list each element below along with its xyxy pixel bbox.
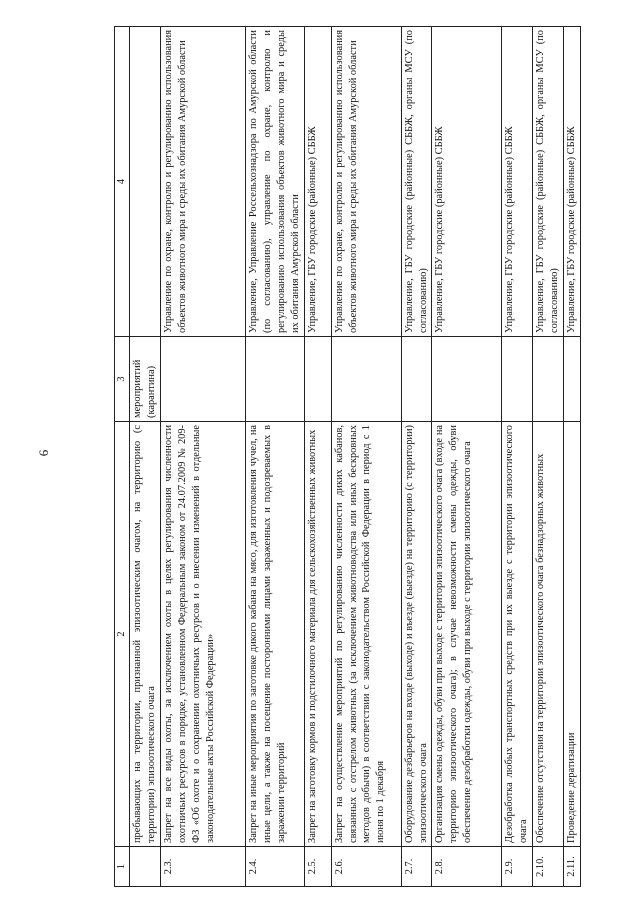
page-number: 6 <box>36 449 51 457</box>
table-row <box>304 27 331 887</box>
row-action: Запрет на иные мероприятия по заготовке дикого кабана на мясо, для изготовления чучел, на иные цели, а также на посещение посторонними лицами зараженных и подозреваемых в заражении территорий <box>245 422 304 847</box>
measures-table <box>114 26 581 887</box>
header-cell-2: 2 <box>115 422 130 847</box>
row-responsible: Управление, ГБУ городские (районные) СББЖ <box>304 27 331 337</box>
row-number: 2.4. <box>245 847 304 887</box>
row-action: Дезобработка любых транспортных средств при их выезде с территории эпизоотического очага <box>502 422 533 847</box>
row-number: 2.8. <box>432 847 502 887</box>
table-row <box>564 27 581 887</box>
table-row <box>331 27 401 887</box>
row-term <box>564 337 581 422</box>
row-action: Запрет на осуществление мероприятий по регулированию численности диких кабанов, связанных с отстрелом животных (за исключением животноводства или иных бескровных методов добычи) в соответствии с законодательством Российской Федерации в период с 1 июня по 1 декабря <box>331 422 401 847</box>
row-action: Проведение дератизации <box>564 422 581 847</box>
row-number: 2.7. <box>401 847 432 887</box>
table-header-row <box>115 27 130 887</box>
row-term <box>160 337 245 422</box>
row-responsible: Управление, ГБУ городские (районные) СББЖ, органы МСУ (по согласованию) <box>533 27 564 337</box>
row-number: 2.9. <box>502 847 533 887</box>
row-responsible: Управление, Управление Россельхознадзора по Амурской области (по согласованию), управление по охране, контролю и регулированию использования объектов животного мира и среды их обитания Амурской области <box>245 27 304 337</box>
row-responsible: Управление, ГБУ городские (районные) СББЖ <box>502 27 533 337</box>
row-responsible: Управление, ГБУ городские (районные) СББЖ <box>432 27 502 337</box>
table-row <box>432 27 502 887</box>
row-term <box>432 337 502 422</box>
row-number: 2.11. <box>564 847 581 887</box>
table-row <box>533 27 564 887</box>
row-action: Запрет на заготовку кормов и подстилочного материала для сельскохозяйственных животных <box>304 422 331 847</box>
table-row <box>245 27 304 887</box>
row-action: Обеспечение отсутствия на территории эпизоотического очага безнадзорных животных <box>533 422 564 847</box>
row-action: Организация смены одежды, обуви при выходе с территории эпизоотического очага (входе на территорию эпизоотического очага); в случае невозможности смены одежды, обуви обеспечение дезобработки одежды, обуви при выходе с территории эпизоотического очага <box>432 422 502 847</box>
header-cell-3: 3 <box>115 337 130 422</box>
row-responsible: Управление по охране, контролю и регулированию использования объектов животного мира и среды их обитания Амурской области <box>331 27 401 337</box>
row-action: Оборудование дезбарьеров на входе (выходе) и въезде (выезде) на территорию (с территории) эпизоотического очага <box>401 422 432 847</box>
row-term <box>304 337 331 422</box>
row-responsible <box>129 27 160 337</box>
row-term <box>331 337 401 422</box>
header-cell-1: 1 <box>115 847 130 887</box>
header-cell-4: 4 <box>115 27 130 337</box>
row-action: Запрет на все виды охоты, за исключением охоты в целях регулирования численности охотничьих ресурсов в порядке, установленном Федеральным законом от 24.07.2009 № 209-ФЗ «Об охоте и о сохранении охотничьих ресурсов и о внесении изменений в отдельные законодательные акты Российской Федерации» <box>160 422 245 847</box>
row-term <box>245 337 304 422</box>
row-action: пребывающих на территории, признанной эпизоотическим очагом, на территорию (с территории) эпизоотического очага <box>129 422 160 847</box>
table-row <box>502 27 533 887</box>
row-number: 2.3. <box>160 847 245 887</box>
table-row <box>129 27 160 887</box>
row-responsible: Управление, ГБУ городские (районные) СББЖ <box>564 27 581 337</box>
row-term <box>401 337 432 422</box>
row-term <box>502 337 533 422</box>
row-term <box>533 337 564 422</box>
rotated-table-container <box>114 27 634 887</box>
row-responsible: Управление, ГБУ городские (районные) СББЖ, органы МСУ (по согласованию) <box>401 27 432 337</box>
row-number <box>129 847 160 887</box>
row-term: мероприятий (карантина) <box>129 337 160 422</box>
table-row <box>401 27 432 887</box>
row-responsible: Управление по охране, контролю и регулированию использования объектов животного мира и среды их обитания Амурской области <box>160 27 245 337</box>
row-number: 2.10. <box>533 847 564 887</box>
row-number: 2.6. <box>331 847 401 887</box>
row-number: 2.5. <box>304 847 331 887</box>
table-row <box>160 27 245 887</box>
